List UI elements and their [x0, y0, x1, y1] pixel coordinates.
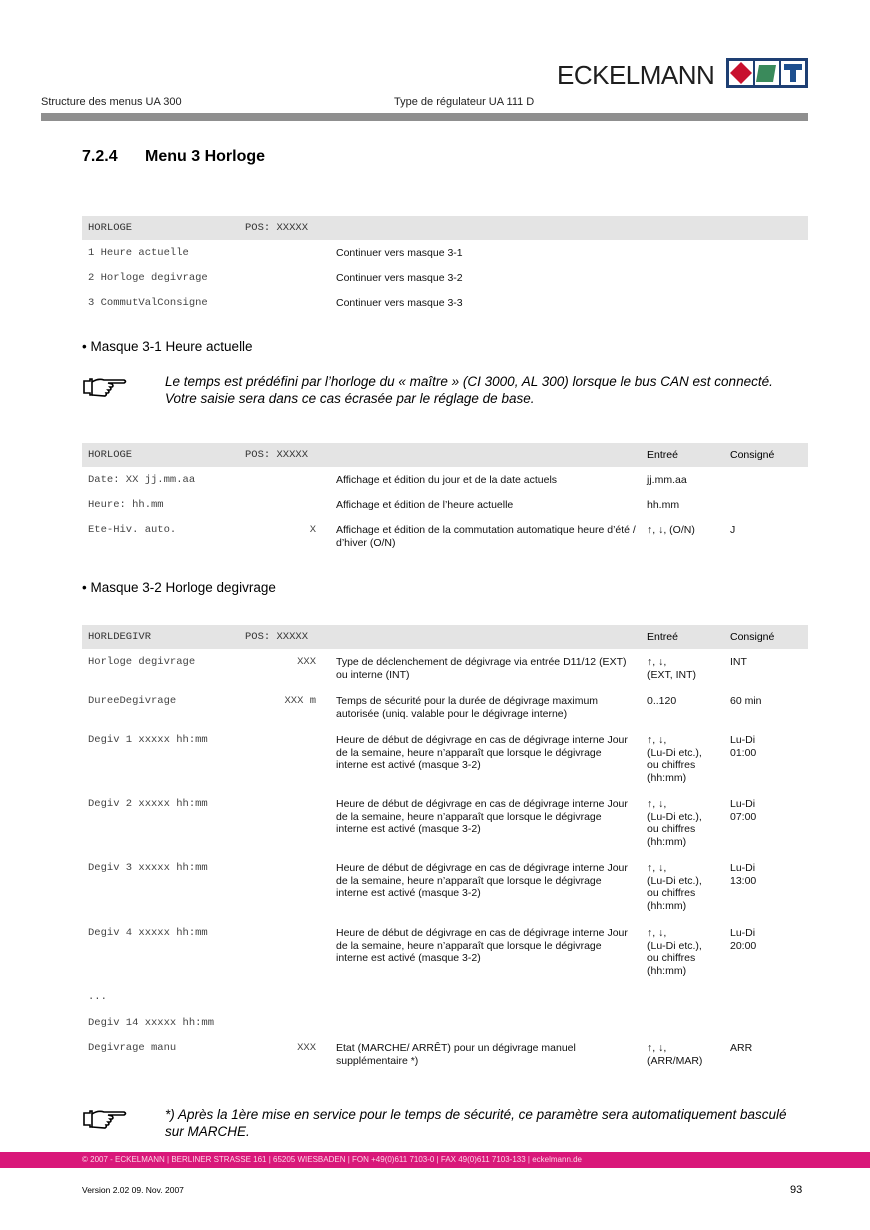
param-entree: ↑, ↓, (Lu-Di etc.), ou chiffres (hh:mm): [647, 798, 702, 848]
header-cell-entree: Entreé: [647, 449, 678, 461]
param-desc: Heure de début de dégivrage en cas de dégivrage interne Jour de la semaine, heure n’apparaît que lorsque le dégivrage interne est activé (masque 3-2): [336, 798, 628, 835]
param-name: Degiv 14 xxxxx hh:mm: [88, 1017, 215, 1029]
menu-item-desc: Continuer vers masque 3-2: [336, 272, 463, 284]
param-name: Ete-Hiv. auto.: [88, 524, 177, 536]
param-name: Degiv 3 xxxxx hh:mm: [88, 862, 208, 874]
header-cell: HORLOGE: [88, 222, 133, 234]
bullet-mask-3-1: • Masque 3-1 Heure actuelle: [82, 339, 253, 354]
menu-item-label: 2 Horloge degivrage: [88, 272, 208, 284]
header-center-text: Type de régulateur UA 111 D: [394, 96, 535, 108]
param-value: XXX: [297, 1042, 316, 1054]
param-consigne: Lu-Di 13:00: [730, 862, 757, 887]
mask-3-1-table: [82, 443, 808, 553]
menu-table: [82, 216, 808, 316]
param-name: Date: XX jj.mm.aa: [88, 474, 196, 486]
menu-item-label: 1 Heure actuelle: [88, 247, 189, 259]
header-cell: HORLDEGIVR: [88, 631, 152, 643]
param-name: Degiv 1 xxxxx hh:mm: [88, 734, 208, 746]
page-number: 93: [790, 1184, 803, 1196]
header-cell: POS: XXXXX: [245, 449, 309, 461]
param-name: DureeDegivrage: [88, 695, 177, 707]
header-rule: [41, 113, 808, 121]
param-entree: ↑, ↓, (Lu-Di etc.), ou chiffres (hh:mm): [647, 927, 702, 977]
param-name: ...: [88, 991, 107, 1003]
param-desc: Heure de début de dégivrage en cas de dégivrage interne Jour de la semaine, heure n’apparaît que lorsque le dégivrage interne est activé (masque 3-2): [336, 734, 628, 771]
param-desc: Affichage et édition du jour et de la date actuels: [336, 474, 558, 486]
param-name: Degiv 4 xxxxx hh:mm: [88, 927, 208, 939]
param-desc: Heure de début de dégivrage en cas de dégivrage interne Jour de la semaine, heure n’apparaît que lorsque le dégivrage interne est activé (masque 3-2): [336, 862, 628, 899]
header-cell: HORLOGE: [88, 449, 133, 461]
param-entree: ↑, ↓, (ARR/MAR): [647, 1042, 703, 1067]
param-entree: 0..120: [647, 695, 677, 707]
header-cell: POS: XXXXX: [245, 222, 309, 234]
mask-3-2-table: [82, 625, 808, 1075]
param-desc: Temps de sécurité pour la durée de dégivrage maximum autorisée (uniq. valable pour le dégivrage interne): [336, 695, 599, 720]
param-value: X: [309, 524, 316, 536]
header-cell-consigne: Consigné: [730, 449, 775, 461]
param-name: Heure: hh.mm: [88, 499, 164, 511]
param-consigne: J: [730, 524, 736, 536]
param-value: XXX: [297, 656, 316, 668]
section-title: Menu 3 Horloge: [145, 148, 266, 165]
version-text: Version 2.02 09. Nov. 2007: [82, 1185, 184, 1195]
footer-address: © 2007 - ECKELMANN | BERLINER STRASSE 161 | 65205 WIESBADEN | FON +49(0)611 7103-0 | FAX 49(0)611 7103-133 | eckelmann.de: [82, 1155, 583, 1164]
pointing-hand-icon: [82, 1108, 128, 1132]
param-desc: Affichage et édition de l’heure actuelle: [336, 499, 514, 511]
pointing-hand-icon: [82, 376, 128, 400]
footer-bar: [0, 1152, 870, 1168]
table-header: [82, 625, 808, 649]
bullet-mask-3-2: • Masque 3-2 Horloge degivrage: [82, 580, 276, 595]
param-consigne: Lu-Di 07:00: [730, 798, 757, 823]
header-cell: POS: XXXXX: [245, 631, 309, 643]
param-desc: Type de déclenchement de dégivrage via entrée D11/12 (EXT) ou interne (INT): [336, 656, 627, 681]
eckelmann-logo-icon: [726, 58, 808, 88]
param-entree: hh.mm: [647, 499, 680, 511]
param-name: Degivrage manu: [88, 1042, 177, 1054]
table-header: [82, 443, 808, 467]
header-left-text: Structure des menus UA 300: [41, 96, 182, 108]
param-consigne: Lu-Di 20:00: [730, 927, 757, 952]
brand-name: ECKELMANN: [557, 60, 715, 90]
section-number: 7.2.4: [82, 148, 118, 165]
menu-item-desc: Continuer vers masque 3-1: [336, 247, 463, 259]
param-consigne: 60 min: [730, 695, 762, 707]
note-text: Le temps est prédéfini par l’horloge du « maître » (CI 3000, AL 300) lorsque le bus CAN est connecté. Votre saisie sera dans ce cas écrasée par le réglage de base.: [165, 374, 773, 406]
param-entree: ↑, ↓, (EXT, INT): [647, 656, 696, 681]
param-entree: ↑, ↓, (Lu-Di etc.), ou chiffres (hh:mm): [647, 734, 702, 784]
param-desc: Heure de début de dégivrage en cas de dégivrage interne Jour de la semaine, heure n’apparaît que lorsque le dégivrage interne est activé (masque 3-2): [336, 927, 628, 964]
param-name: Degiv 2 xxxxx hh:mm: [88, 798, 208, 810]
param-desc: Affichage et édition de la commutation automatique heure d’été / d’hiver (O/N): [336, 524, 636, 549]
param-entree: ↑, ↓, (Lu-Di etc.), ou chiffres (hh:mm): [647, 862, 702, 912]
param-consigne: Lu-Di 01:00: [730, 734, 757, 759]
table-header: [82, 216, 808, 240]
param-name: Horloge degivrage: [88, 656, 196, 668]
param-desc: Etat (MARCHE/ ARRÊT) pour un dégivrage manuel supplémentaire *): [336, 1042, 576, 1067]
footnote-text: *) Après la 1ère mise en service pour le temps de sécurité, ce paramètre sera automatiquement basculé sur MARCHE.: [165, 1107, 787, 1139]
param-value: XXX m: [284, 695, 316, 707]
param-entree: ↑, ↓, (O/N): [647, 524, 695, 536]
menu-item-desc: Continuer vers masque 3-3: [336, 297, 463, 309]
param-entree: jj.mm.aa: [647, 474, 687, 486]
header-cell-consigne: Consigné: [730, 631, 775, 643]
param-consigne: ARR: [730, 1042, 753, 1054]
menu-item-label: 3 CommutValConsigne: [88, 297, 208, 309]
header-cell-entree: Entreé: [647, 631, 678, 643]
param-consigne: INT: [730, 656, 747, 668]
